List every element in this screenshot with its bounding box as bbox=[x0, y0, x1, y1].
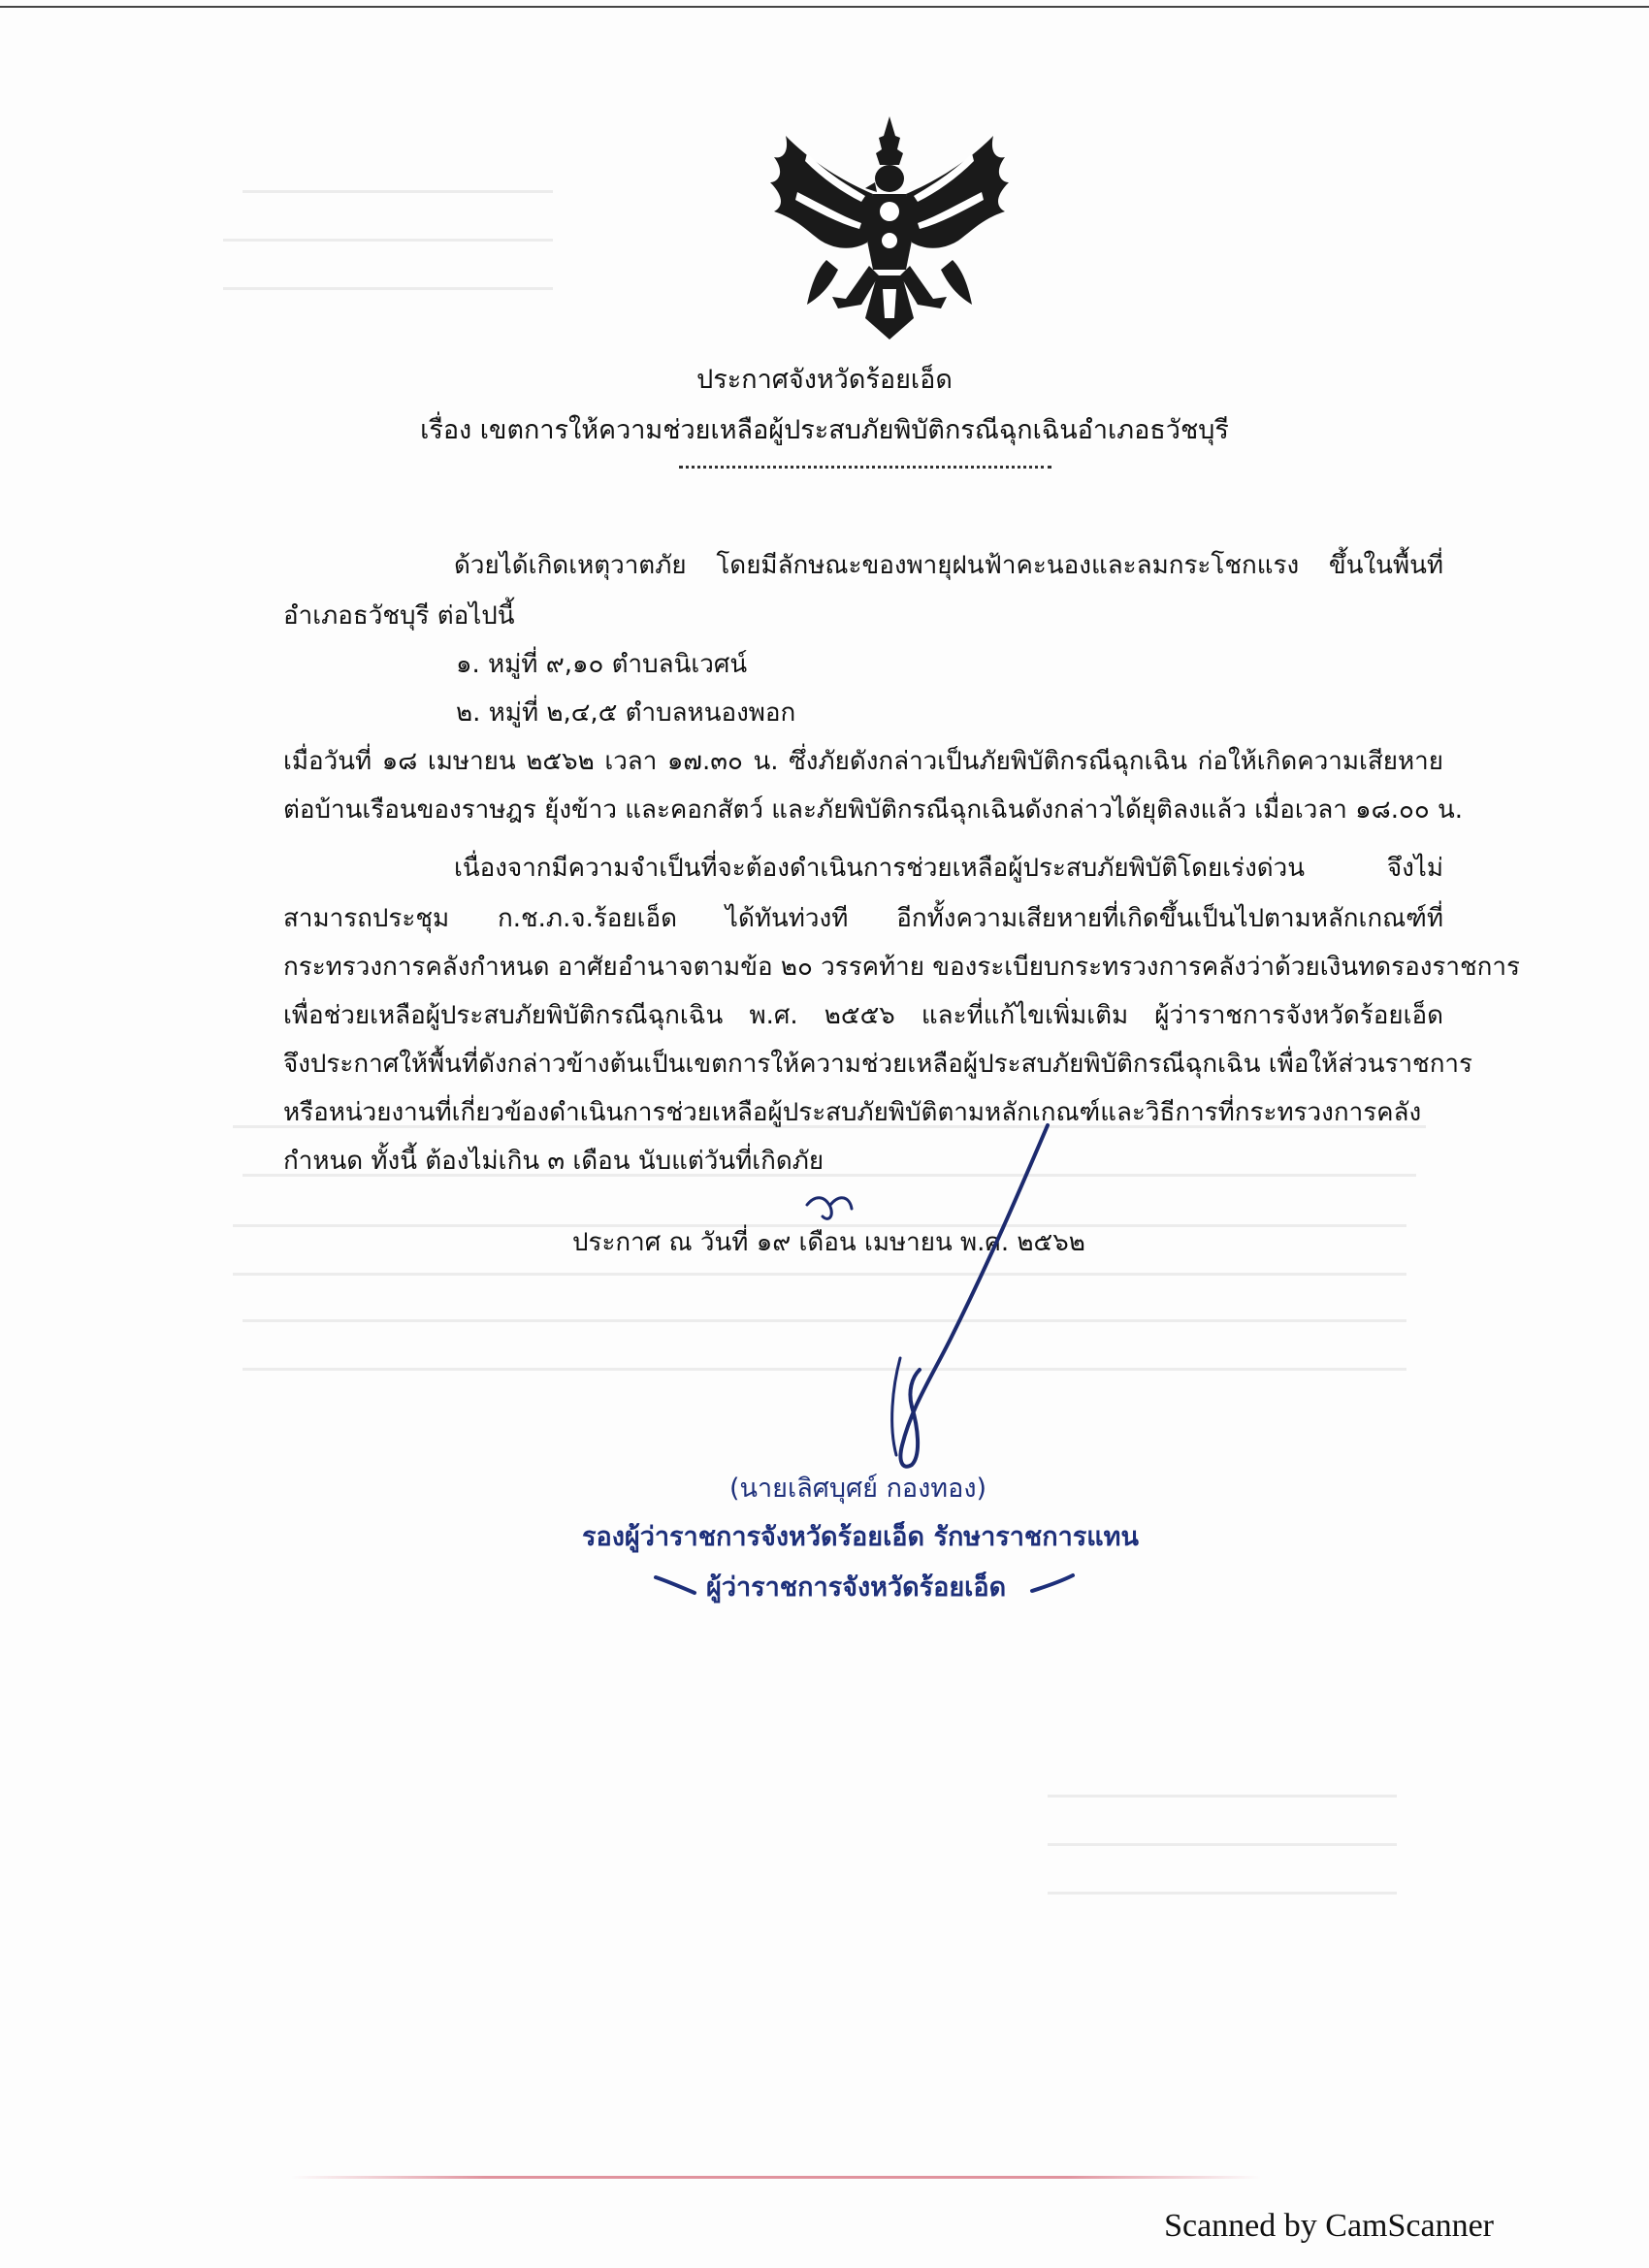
dash-mark-icon bbox=[1028, 1571, 1077, 1597]
garuda-emblem-icon bbox=[768, 114, 1011, 341]
paragraph-2-line-5: จึงประกาศให้พื้นที่ดังกล่าวข้างต้นเป็นเขตการให้ความช่วยเหลือผู้ประสบภัยพิบัติกรณีฉุกเฉิน เพื่อให้ส่วนราชการ bbox=[283, 1050, 1472, 1079]
paragraph-1-line-1: ด้วยได้เกิดเหตุวาตภัย โดยมีลักษณะของพายุฝนฟ้าคะนองและลมกระโชกแรง ขึ้นในพื้นที่ bbox=[454, 551, 1443, 580]
list-item-2: ๒. หมู่ที่ ๒,๔,๕ ตำบลหนองพอก bbox=[456, 698, 796, 728]
dash-mark-icon bbox=[652, 1571, 700, 1597]
scan-top-edge bbox=[0, 6, 1649, 8]
signatory-position: รองผู้ว่าราชการจังหวัดร้อยเอ็ด รักษาราชการแทน bbox=[582, 1522, 1139, 1552]
handwritten-signature-icon bbox=[795, 1116, 1106, 1484]
paragraph-2-line-7: กำหนด ทั้งนี้ ต้องไม่เกิน ๓ เดือน นับแต่วันที่เกิดภัย bbox=[283, 1147, 824, 1176]
paragraph-1-line-3: เมื่อวันที่ ๑๘ เมษายน ๒๕๖๒ เวลา ๑๗.๓๐ น. ซึ่งภัยดังกล่าวเป็นภัยพิบัติกรณีฉุกเฉิน ก่อให้เกิดความเสียหาย bbox=[283, 747, 1443, 776]
bleed-through-mark bbox=[242, 190, 553, 193]
signatory-name: (นายเลิศบุศย์ กองทอง) bbox=[729, 1474, 987, 1504]
paragraph-1-line-4: ต่อบ้านเรือนของราษฎร ยุ้งข้าว และคอกสัตว์ และภัยพิบัติกรณีฉุกเฉินดังกล่าวได้ยุติลงแล้ว เมื่อเวลา ๑๘.๐๐ น. bbox=[283, 795, 1463, 825]
announcement-subject: เรื่อง เขตการให้ความช่วยเหลือผู้ประสบภัยพิบัติกรณีฉุกเฉินอำเภอธวัชบุรี bbox=[420, 415, 1229, 445]
announcement-title: ประกาศจังหวัดร้อยเอ็ด bbox=[696, 365, 953, 395]
paragraph-2-line-2: สามารถประชุม ก.ช.ภ.จ.ร้อยเอ็ด ได้ทันท่วงที อีกทั้งความเสียหายที่เกิดขึ้นเป็นไปตามหลักเกณฑ์ที่ bbox=[283, 904, 1443, 933]
paragraph-2-line-6: หรือหน่วยงานที่เกี่ยวข้องดำเนินการช่วยเหลือผู้ประสบภัยพิบัติตามหลักเกณฑ์และวิธีการที่กระทรวงการคลัง bbox=[283, 1098, 1422, 1127]
paragraph-2-line-1: เนื่องจากมีความจำเป็นที่จะต้องดำเนินการช่วยเหลือผู้ประสบภัยพิบัติโดยเร่งด่วน จึงไม่ bbox=[454, 854, 1443, 883]
footer-rule bbox=[291, 2176, 1261, 2179]
list-item-1: ๑. หมู่ที่ ๙,๑๐ ตำบลนิเวศน์ bbox=[456, 650, 748, 679]
paragraph-2-line-3: กระทรวงการคลังกำหนด อาศัยอำนาจตามข้อ ๒๐ วรรคท้าย ของระเบียบกระทรวงการคลังว่าด้วยเงินทดรองราชการ bbox=[283, 953, 1520, 982]
bleed-through-mark bbox=[1048, 1892, 1397, 1895]
paragraph-1-line-2: อำเภอธวัชบุรี ต่อไปนี้ bbox=[283, 601, 515, 631]
bleed-through-mark bbox=[1048, 1843, 1397, 1846]
scanner-watermark: Scanned by CamScanner bbox=[1164, 2208, 1494, 2244]
announcement-date: ประกาศ ณ วันที่ ๑๙ เดือน เมษายน พ.ศ. ๒๕๖๒ bbox=[572, 1228, 1085, 1257]
bleed-through-mark bbox=[223, 239, 553, 242]
title-separator bbox=[679, 466, 1051, 469]
bleed-through-mark bbox=[1048, 1795, 1397, 1798]
bleed-through-mark bbox=[223, 287, 553, 290]
signatory-title: ผู้ว่าราชการจังหวัดร้อยเอ็ด bbox=[706, 1572, 1007, 1603]
paragraph-2-line-4: เพื่อช่วยเหลือผู้ประสบภัยพิบัติกรณีฉุกเฉิน พ.ศ. ๒๕๕๖ และที่แก้ไขเพิ่มเติม ผู้ว่าราชการจังหวัดร้อยเอ็ด bbox=[283, 1001, 1443, 1030]
